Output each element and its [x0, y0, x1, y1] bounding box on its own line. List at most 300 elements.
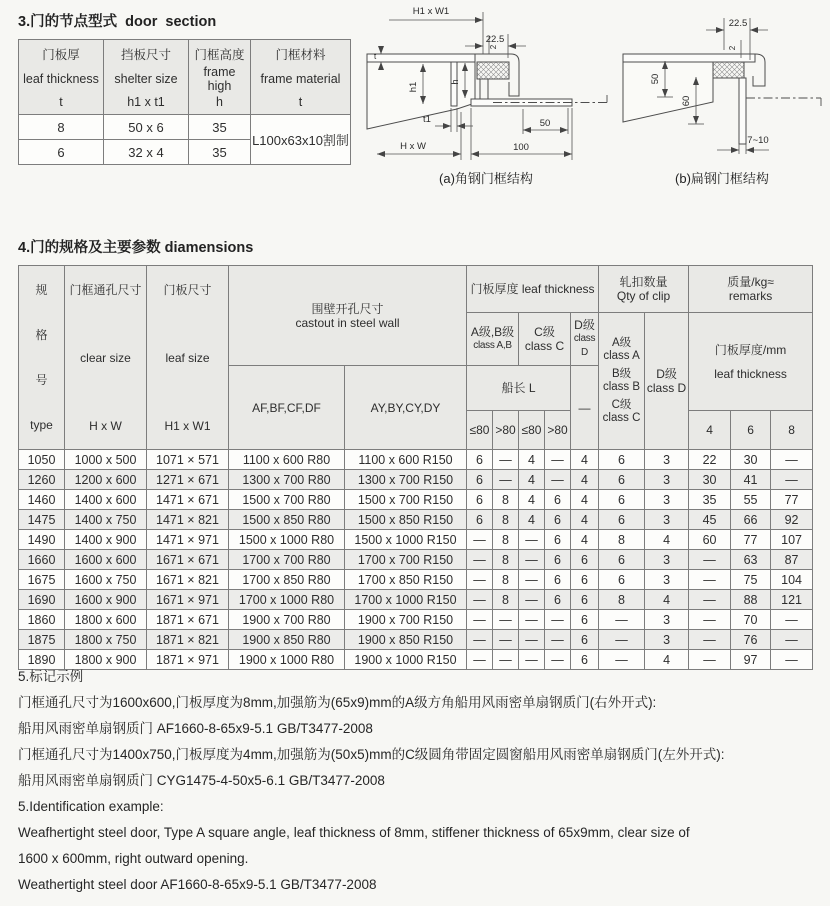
cell-frame-high: 35 [189, 140, 251, 165]
spec-cell: 1475 [19, 510, 65, 530]
notes-title: 5.标记示例 [18, 669, 84, 684]
col-clear-size [65, 266, 147, 450]
spec-cell: 4 [519, 470, 545, 490]
spec-cell: — [545, 610, 571, 630]
spec-cell: 3 [645, 610, 689, 630]
group-castout [229, 266, 467, 366]
note-line: 门框通孔尺寸为1600x600,门板厚度为8mm,加强筋为(65x9)mm的A级方角船用风雨密单扇钢质门(右外开式): [18, 695, 657, 710]
spec-cell: — [519, 650, 545, 670]
spec-cell: — [545, 450, 571, 470]
note-line: 1600 x 600mm, right outward opening. [18, 851, 249, 866]
spec-cell: 6 [571, 650, 599, 670]
spec-cell: 30 [689, 470, 731, 490]
label-en: class D [573, 333, 596, 358]
label-line: 规 [35, 282, 48, 297]
spec-cell: 1700 x 850 R80 [229, 570, 345, 590]
label-sym: H1 x W1 [164, 418, 211, 433]
spec-cell: — [467, 590, 493, 610]
label-zh: 质量/kg≈ [727, 275, 774, 289]
spec-cell: 3 [645, 450, 689, 470]
label-zh: C级 [611, 399, 632, 411]
label-en: Qty of clip [616, 289, 671, 303]
header-zh: 门框高度 [194, 48, 245, 62]
section4-title: 4.门的规格及主要参数 diamensions [18, 240, 254, 256]
label-en: class A [603, 350, 640, 362]
spec-cell: 6 [545, 490, 571, 510]
col-leaf-thickness [19, 40, 104, 115]
spec-cell: — [493, 630, 519, 650]
spec-cell: 4 [571, 510, 599, 530]
group-qty-of-clip [599, 266, 689, 313]
figure-b-caption: (b)扁钢门框结构 [675, 171, 769, 186]
spec-cell: 66 [731, 510, 771, 530]
dim-label-50: 50 [650, 73, 661, 85]
spec-cell: 107 [771, 530, 813, 550]
spec-cell: 1400 x 600 [65, 490, 147, 510]
spec-cell: 1271 × 671 [147, 470, 229, 490]
spec-cell: 8 [493, 530, 519, 550]
header-en: shelter size [114, 72, 178, 86]
spec-cell: — [467, 610, 493, 630]
gasket-hatch [713, 62, 744, 78]
spec-cell: 8 [493, 570, 519, 590]
spec-cell: — [771, 450, 813, 470]
spec-cell: 8 [493, 490, 519, 510]
spec-cell: 77 [771, 490, 813, 510]
dim-label-100: 100 [513, 142, 529, 153]
spec-header-row-1 [19, 266, 813, 313]
spec-cell: 6 [599, 490, 645, 510]
spec-cell: 6 [599, 510, 645, 530]
col-class-ab [467, 313, 519, 366]
spec-cell: 4 [571, 470, 599, 490]
dim-label-hxw: H x W [400, 141, 426, 152]
spec-cell: 1700 x 850 R150 [345, 570, 467, 590]
col-gt80-c: >80 [545, 411, 571, 450]
note-line: 门框通孔尺寸为1400x750,门板厚度为4mm,加强筋为(50x5)mm的C级圆角带固定圆窗船用风雨密单扇钢质门(左外开式): [18, 747, 725, 762]
label-en: class A,B [473, 340, 512, 351]
spec-cell: 1500 x 850 R150 [345, 510, 467, 530]
spec-cell: 1690 [19, 590, 65, 610]
spec-cell: 1071 × 571 [147, 450, 229, 470]
label-zh: D级 [574, 318, 595, 332]
dim-label-2: 2 [489, 44, 498, 50]
spec-cell: 3 [645, 470, 689, 490]
spec-cell: 1660 [19, 550, 65, 570]
label-zh: 门板厚度 [470, 282, 519, 296]
spec-cell: 6 [545, 550, 571, 570]
spec-cell: 1460 [19, 490, 65, 510]
spec-cell: 1871 × 821 [147, 630, 229, 650]
label-line: type [30, 418, 53, 433]
col-weight-8: 8 [771, 411, 813, 450]
spec-cell: — [545, 470, 571, 490]
spec-cell: 6 [571, 590, 599, 610]
spec-cell: — [467, 530, 493, 550]
figure-b [616, 2, 828, 187]
col-class-d [571, 313, 599, 366]
spec-table [18, 265, 813, 670]
group-remarks [689, 266, 813, 313]
spec-cell: 1900 x 700 R150 [345, 610, 467, 630]
label-en: leaf thickness [714, 366, 787, 381]
spec-cell: 35 [689, 490, 731, 510]
header-en: leaf thickness [23, 72, 99, 86]
dim-label-22-5: 22.5 [485, 34, 505, 45]
spec-cell: 6 [467, 510, 493, 530]
flat-frame-drawing [617, 2, 827, 166]
centerline [746, 98, 821, 106]
spec-row [19, 510, 813, 530]
label-en: class C [602, 412, 641, 424]
spec-cell: 1600 x 900 [65, 590, 147, 610]
dim-label-t: t [374, 52, 377, 61]
spec-cell: 1700 x 1000 R80 [229, 590, 345, 610]
spec-cell: 75 [731, 570, 771, 590]
spec-cell: — [689, 590, 731, 610]
col-le80-c: ≤80 [519, 411, 545, 450]
section4 [18, 236, 812, 670]
dim-label-h1xw1: H1 x W1 [412, 6, 450, 17]
header-sym: t [298, 95, 303, 109]
col-frame-material [251, 40, 351, 115]
label-zh: A级 [611, 337, 632, 349]
header-zh: 门框材料 [275, 48, 326, 62]
spec-cell: — [689, 630, 731, 650]
spec-cell: — [467, 630, 493, 650]
spec-cell: — [599, 650, 645, 670]
spec-cell: 3 [645, 510, 689, 530]
cell-leaf-thickness: 6 [19, 140, 104, 165]
spec-cell: 60 [689, 530, 731, 550]
spec-cell: 1671 × 971 [147, 590, 229, 610]
spec-cell: 1600 x 600 [65, 550, 147, 570]
notes-en-title: 5.Identification example: [18, 799, 164, 814]
spec-cell: 1700 x 700 R150 [345, 550, 467, 570]
spec-cell: 4 [571, 450, 599, 470]
spec-cell: 76 [731, 630, 771, 650]
spec-row [19, 450, 813, 470]
spec-cell: 1400 x 750 [65, 510, 147, 530]
col-ship-length: 船长 L [467, 366, 571, 411]
label-line: 格 [35, 327, 48, 342]
label-sym: H x W [89, 418, 122, 433]
spec-cell: 8 [493, 550, 519, 570]
label-en: class B [602, 381, 641, 393]
spec-cell: 104 [771, 570, 813, 590]
col-class-c [519, 313, 571, 366]
spec-cell: 1671 × 671 [147, 550, 229, 570]
spec-cell: — [689, 650, 731, 670]
col-frame-high [189, 40, 251, 115]
spec-cell: — [771, 470, 813, 490]
spec-cell: — [493, 650, 519, 670]
spec-cell: 77 [731, 530, 771, 550]
header-sym: t [59, 95, 63, 109]
spec-cell: 8 [493, 510, 519, 530]
label-zh: 轧扣数量 [619, 275, 668, 289]
spec-cell: — [771, 630, 813, 650]
spec-cell: 1800 x 750 [65, 630, 147, 650]
spec-cell: 1700 x 700 R80 [229, 550, 345, 570]
spec-cell: 1875 [19, 630, 65, 650]
label-en: remarks [728, 289, 773, 303]
spec-cell: — [519, 550, 545, 570]
spec-cell: 4 [519, 510, 545, 530]
section3-title: 3.门的节点型式 door section [18, 14, 217, 30]
spec-cell: 41 [731, 470, 771, 490]
spec-cell: 6 [571, 630, 599, 650]
col-shelter-size [104, 40, 189, 115]
spec-cell: 92 [771, 510, 813, 530]
spec-cell: — [599, 630, 645, 650]
label-en: class C [524, 339, 565, 353]
spec-cell: 4 [519, 450, 545, 470]
header-sym: h1 x t1 [127, 95, 165, 109]
spec-cell: 1600 x 750 [65, 570, 147, 590]
spec-cell: 1900 x 1000 R150 [345, 650, 467, 670]
gasket-hatch [477, 62, 509, 79]
note-line: Weafhertight steel door, Type A square angle, leaf thickness of 8mm, stiffener thickness of 65x9mm, clear size of [18, 825, 690, 840]
cell-shelter-size: 50 x 6 [104, 115, 189, 140]
spec-cell: — [467, 570, 493, 590]
spec-cell: 1500 x 700 R150 [345, 490, 467, 510]
spec-cell: — [771, 650, 813, 670]
table-row [19, 115, 351, 140]
label-line: 号 [35, 373, 48, 388]
col-weight-title [689, 313, 813, 411]
spec-cell: 6 [467, 490, 493, 510]
structure-lines [367, 54, 607, 129]
dim-label-7-10: 7~10 [747, 135, 769, 146]
spec-cell: 87 [771, 550, 813, 570]
group-leaf-thickness [467, 266, 599, 313]
figures [360, 2, 828, 187]
header-en: frame high [203, 65, 236, 93]
spec-cell: 3 [645, 570, 689, 590]
dim-label-50: 50 [539, 118, 551, 129]
structure-lines [623, 54, 821, 144]
spec-cell: 6 [467, 470, 493, 490]
spec-cell: 55 [731, 490, 771, 510]
label-en: clear size [80, 350, 131, 365]
figure-a-caption: (a)角钢门框结构 [439, 171, 533, 186]
spec-cell: 6 [467, 450, 493, 470]
spec-cell: 1050 [19, 450, 65, 470]
header-sym: h [216, 95, 223, 109]
header-en: frame material [260, 72, 341, 86]
col-type [19, 266, 65, 450]
spec-cell: 8 [599, 590, 645, 610]
spec-cell: — [545, 650, 571, 670]
spec-row [19, 570, 813, 590]
spec-cell: — [493, 610, 519, 630]
label-zh: C级 [534, 325, 555, 339]
spec-cell: 1800 x 900 [65, 650, 147, 670]
spec-cell: — [493, 470, 519, 490]
spec-row [19, 630, 813, 650]
spec-cell: 4 [571, 530, 599, 550]
label-en: castout in steel wall [295, 315, 400, 330]
label-zh: 门板厚度/mm [714, 342, 787, 357]
spec-cell: — [519, 570, 545, 590]
spec-cell: 1471 × 971 [147, 530, 229, 550]
spec-cell: 1675 [19, 570, 65, 590]
label-en: leaf size [165, 350, 210, 365]
dim-label-22-5: 22.5 [728, 18, 748, 29]
col-castout-f: AF,BF,CF,DF [229, 366, 345, 450]
col-gt80-ab: >80 [493, 411, 519, 450]
label-zh: 门框通孔尺寸 [69, 282, 142, 297]
spec-cell: 6 [571, 610, 599, 630]
note-line: 船用风雨密单扇钢质门 AF1660-8-65x9-5.1 GB/T3477-2008 [18, 721, 373, 736]
header-zh: 挡板尺寸 [120, 48, 171, 62]
spec-cell: — [519, 530, 545, 550]
dim-label-t1: t1 [423, 114, 431, 125]
spec-cell: 6 [599, 570, 645, 590]
spec-cell: 1471 × 671 [147, 490, 229, 510]
notes [18, 664, 818, 898]
spec-cell: 6 [599, 470, 645, 490]
col-le80-ab: ≤80 [467, 411, 493, 450]
cell-frame-high: 35 [189, 115, 251, 140]
label-zh: D级 [656, 367, 677, 381]
spec-cell: 1900 x 1000 R80 [229, 650, 345, 670]
spec-cell: 4 [645, 530, 689, 550]
spec-cell: 4 [519, 490, 545, 510]
spec-cell: 63 [731, 550, 771, 570]
spec-cell: 6 [545, 570, 571, 590]
spec-cell: 1100 x 600 R80 [229, 450, 345, 470]
spec-cell: 22 [689, 450, 731, 470]
spec-cell: — [689, 610, 731, 630]
spec-cell: 1860 [19, 610, 65, 630]
spec-cell: 3 [645, 490, 689, 510]
spec-table-body [19, 450, 813, 670]
spec-cell: — [519, 590, 545, 610]
col-clips-d [645, 313, 689, 450]
spec-cell: 97 [731, 650, 771, 670]
spec-cell: 1471 × 821 [147, 510, 229, 530]
spec-cell: 6 [599, 550, 645, 570]
spec-cell: 1500 x 1000 R150 [345, 530, 467, 550]
spec-cell: 6 [545, 590, 571, 610]
spec-cell: — [545, 630, 571, 650]
spec-cell: 30 [731, 450, 771, 470]
label-en: leaf thickness [521, 282, 595, 296]
dim-label-60: 60 [681, 95, 692, 107]
spec-cell: 4 [645, 650, 689, 670]
spec-cell: 1490 [19, 530, 65, 550]
col-weight-4: 4 [689, 411, 731, 450]
spec-cell: 1671 × 821 [147, 570, 229, 590]
spec-row [19, 550, 813, 570]
col-clips-abc [599, 313, 645, 450]
spec-row [19, 530, 813, 550]
figure-a [360, 2, 612, 187]
spec-cell: 8 [599, 530, 645, 550]
spec-cell: 6 [545, 530, 571, 550]
header-zh: 门板厚 [42, 48, 80, 62]
spec-cell: 6 [571, 570, 599, 590]
spec-cell: — [771, 610, 813, 630]
spec-row [19, 610, 813, 630]
spec-cell: — [689, 550, 731, 570]
spec-cell: — [689, 570, 731, 590]
spec-cell: 3 [645, 550, 689, 570]
col-weight-6: 6 [731, 411, 771, 450]
spec-cell: 1871 × 671 [147, 610, 229, 630]
spec-cell: — [519, 610, 545, 630]
spec-cell: 6 [545, 510, 571, 530]
dim-label-h1-dim: h1 [408, 81, 419, 93]
spec-cell: 8 [493, 590, 519, 610]
label-en: class D [646, 381, 687, 395]
note-line: 船用风雨密单扇钢质门 CYG1475-4-50x5-6.1 GB/T3477-2008 [18, 773, 385, 788]
spec-cell: — [493, 450, 519, 470]
door-section-table [18, 39, 351, 165]
spec-cell: 1000 x 500 [65, 450, 147, 470]
spec-cell: 4 [645, 590, 689, 610]
label-zh: A级,B级 [470, 325, 515, 339]
label-zh: B级 [611, 368, 632, 380]
spec-cell: 88 [731, 590, 771, 610]
spec-cell: 1900 x 700 R80 [229, 610, 345, 630]
spec-row [19, 590, 813, 610]
spec-cell: — [599, 610, 645, 630]
label-zh: 围壁开孔尺寸 [311, 301, 384, 316]
spec-row [19, 490, 813, 510]
spec-cell: 1900 x 850 R80 [229, 630, 345, 650]
spec-cell: 70 [731, 610, 771, 630]
spec-cell: 1700 x 1000 R150 [345, 590, 467, 610]
spec-cell: 1300 x 700 R150 [345, 470, 467, 490]
spec-cell: 1890 [19, 650, 65, 670]
spec-cell: 121 [771, 590, 813, 610]
spec-cell: 1500 x 850 R80 [229, 510, 345, 530]
spec-cell: 45 [689, 510, 731, 530]
note-line: Weathertight steel door AF1660-8-65x9-5.1 GB/T3477-2008 [18, 877, 377, 892]
dim-label-2: 2 [728, 45, 737, 51]
label-zh: 门板尺寸 [163, 282, 212, 297]
spec-cell: 1500 x 1000 R80 [229, 530, 345, 550]
spec-cell: 6 [571, 550, 599, 570]
angle-frame-drawing [361, 2, 611, 166]
col-leaf-size [147, 266, 229, 450]
spec-cell: 1871 × 971 [147, 650, 229, 670]
spec-cell: — [467, 650, 493, 670]
spec-cell: — [467, 550, 493, 570]
spec-cell: 1400 x 900 [65, 530, 147, 550]
spec-cell: 1300 x 700 R80 [229, 470, 345, 490]
cell-shelter-size: 32 x 4 [104, 140, 189, 165]
col-castout-y: AY,BY,CY,DY [345, 366, 467, 450]
spec-cell: 6 [599, 450, 645, 470]
door-section-header-row [19, 40, 351, 115]
spec-cell: 1500 x 700 R80 [229, 490, 345, 510]
col-class-d-dash: — [571, 366, 599, 450]
spec-cell: 3 [645, 630, 689, 650]
spec-cell: 1260 [19, 470, 65, 490]
section3 [18, 10, 351, 165]
cell-frame-material: L100x63x10割制 [251, 115, 351, 165]
spec-cell: 4 [571, 490, 599, 510]
spec-cell: 1100 x 600 R150 [345, 450, 467, 470]
spec-cell: 1800 x 600 [65, 610, 147, 630]
spec-row [19, 470, 813, 490]
spec-cell: — [519, 630, 545, 650]
cell-leaf-thickness: 8 [19, 115, 104, 140]
